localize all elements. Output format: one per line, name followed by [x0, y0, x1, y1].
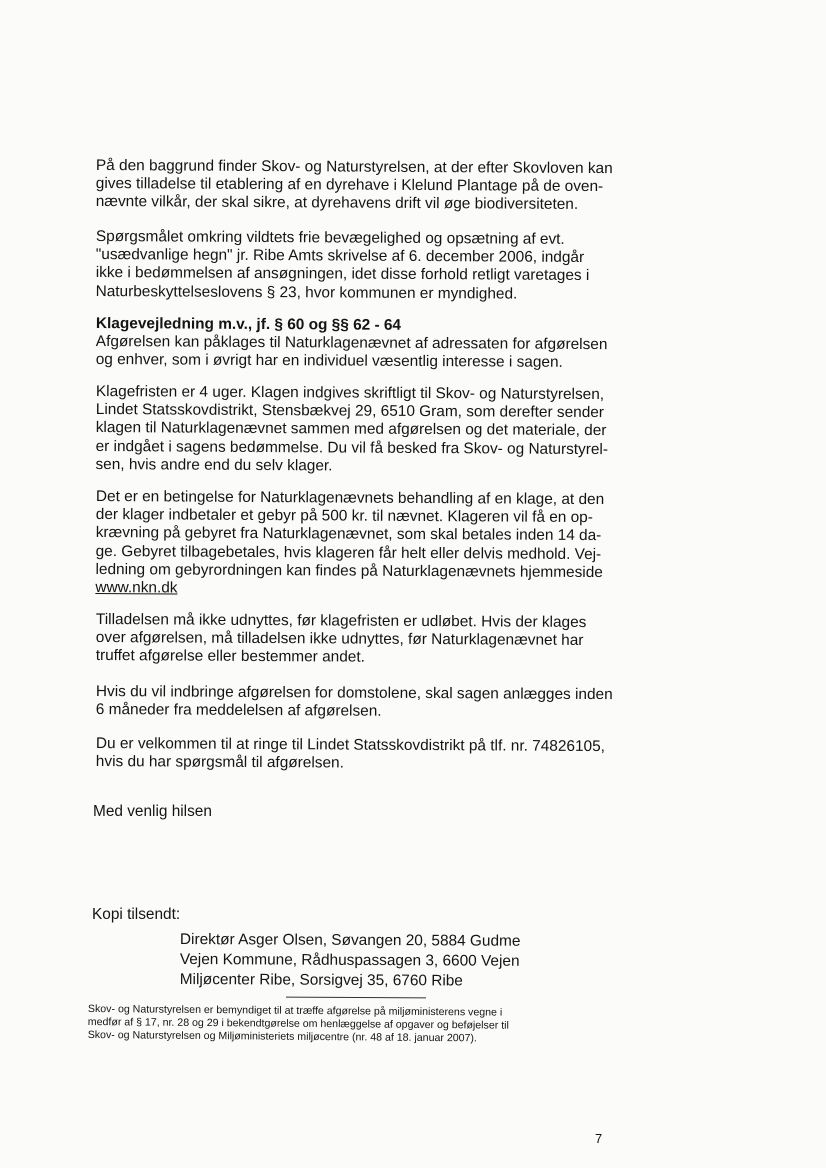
footnote-line: Skov- og Naturstyrelsen og Miljøministeriets miljøcentre (nr. 48 af 18. januar 2007). [87, 1028, 477, 1045]
text-line: og enhver, som i øvrigt har en individuel væsentlig interesse i sagen. [95, 351, 563, 372]
text-line: nævnte vilkår, der skal sikre, at dyrehavens drift vil øge biodiversiteten. [95, 193, 579, 214]
nkn-website-link[interactable]: www.nkn.dk [95, 579, 178, 597]
text-line: Hvis du vil indbringe afgørelsen for domstolene, skal sagen anlægges inden [95, 683, 613, 704]
text-line: truffet afgørelse eller bestemmer andet. [95, 647, 365, 667]
text-line: der klager indbetaler et gebyr på 500 kr. til nævnet. Klageren vil få en op- [95, 506, 593, 527]
text-line: "usædvanlige hegn" jr. Ribe Amts skrivelse af 6. december 2006, indgår [95, 246, 585, 267]
text-line: gives tilladelse til etablering af en dyrehave i Klelund Plantage på de oven- [95, 175, 604, 196]
text-line: ikke i bedømmelsen af ansøgningen, idet disse forhold retligt varetages i [95, 264, 590, 285]
paragraph-fee [95, 488, 621, 600]
page-number: 7 [595, 1131, 603, 1146]
text-line: klagen til Naturklagenævnet sammen med afgørelsen og det materiale, der [95, 419, 607, 440]
text-line: ge. Gebyret tilbagebetales, hvis klageren får helt eller delvis medhold. Vej- [95, 542, 602, 563]
text-line: ledning om gebyrordningen kan findes på Naturklagenævnets hjemmeside [95, 560, 603, 581]
text-line: Klagefristen er 4 uger. Klagen indgives skriftligt til Skov- og Naturstyrelsen, [95, 383, 605, 404]
footnote-line: medfør af § 17, nr. 28 og 29 i bekendtgørelse om henlæggelse af opgaver og beføjelser til [87, 1015, 509, 1032]
paragraph-wildlife [96, 228, 621, 304]
footnote [88, 1003, 509, 1046]
footnote-line: Skov- og Naturstyrelsen er bemyndiget til at træffe afgørelse på miljøministerens vegne i [87, 1003, 503, 1019]
text-line: er indgået i sagens bedømmelse. Du vil få besked fra Skov- og Naturstyrel- [95, 437, 609, 458]
paragraph-appeal-guidance [96, 315, 621, 373]
paragraph-conclusion [96, 157, 621, 215]
text-line: Naturbeskyttelseslovens § 23, hvor kommunen er myndighed. [95, 282, 518, 303]
text-line: Det er en betingelse for Naturklagenævnets behandling af en klage, at den [95, 488, 605, 509]
text-line: Du er velkommen til at ringe til Lindet Statsskovdistrikt på tlf. nr. 74826105, [95, 735, 605, 756]
text-line: krævning på gebyret fra Naturklagenævnet, som skal betales inden 14 da- [95, 524, 602, 545]
text-line: På den baggrund finder Skov- og Naturstyrelsen, at der efter Skovloven kan [95, 157, 613, 178]
text-line: 6 måneder fra meddelelsen af afgørelsen. [95, 701, 382, 720]
footnote-divider [286, 997, 426, 999]
text-line: over afgørelsen, må tilladelsen ikke udnyttes, før Naturklagenævnet har [95, 629, 584, 650]
text-line: Lindet Statsskovdistrikt, Stensbækvej 29, 6510 Gram, som derefter sender [95, 401, 605, 422]
text-line: hvis du har spørgsmål til afgørelsen. [95, 753, 344, 772]
text-line: Spørgsmålet omkring vildtets frie bevægelighed og opsætning af evt. [95, 228, 565, 248]
paragraph-courts [96, 683, 621, 723]
recipient: Miljøcenter Ribe, Sorsigvej 35, 6760 Ribe [179, 970, 463, 990]
recipient: Vejen Kommune, Rådhuspassagen 3, 6600 Vejen [179, 950, 520, 970]
section-heading: Klagevejledning m.v., jf. § 60 og §§ 62 - 64 [95, 315, 402, 334]
text-line: Tilladelsen må ikke udnyttes, før klagefristen er udløbet. Hvis der klages [95, 611, 587, 631]
recipient: Direktør Asger Olsen, Søvangen 20, 5884 Gudme [179, 931, 521, 950]
paragraph-appeal-deadline [95, 383, 621, 477]
paragraph-contact [96, 735, 621, 775]
copy-label: Kopi tilsendt: [92, 906, 181, 923]
paragraph-permit-usage [96, 611, 621, 669]
copy-recipients [180, 930, 521, 992]
closing-greeting: Med venlig hilsen [93, 803, 212, 820]
text-line: Afgørelsen kan påklages til Naturklagenævnet af adressaten for afgørelsen [95, 333, 608, 354]
text-line: sen, hvis andre end du selv klager. [95, 455, 333, 475]
